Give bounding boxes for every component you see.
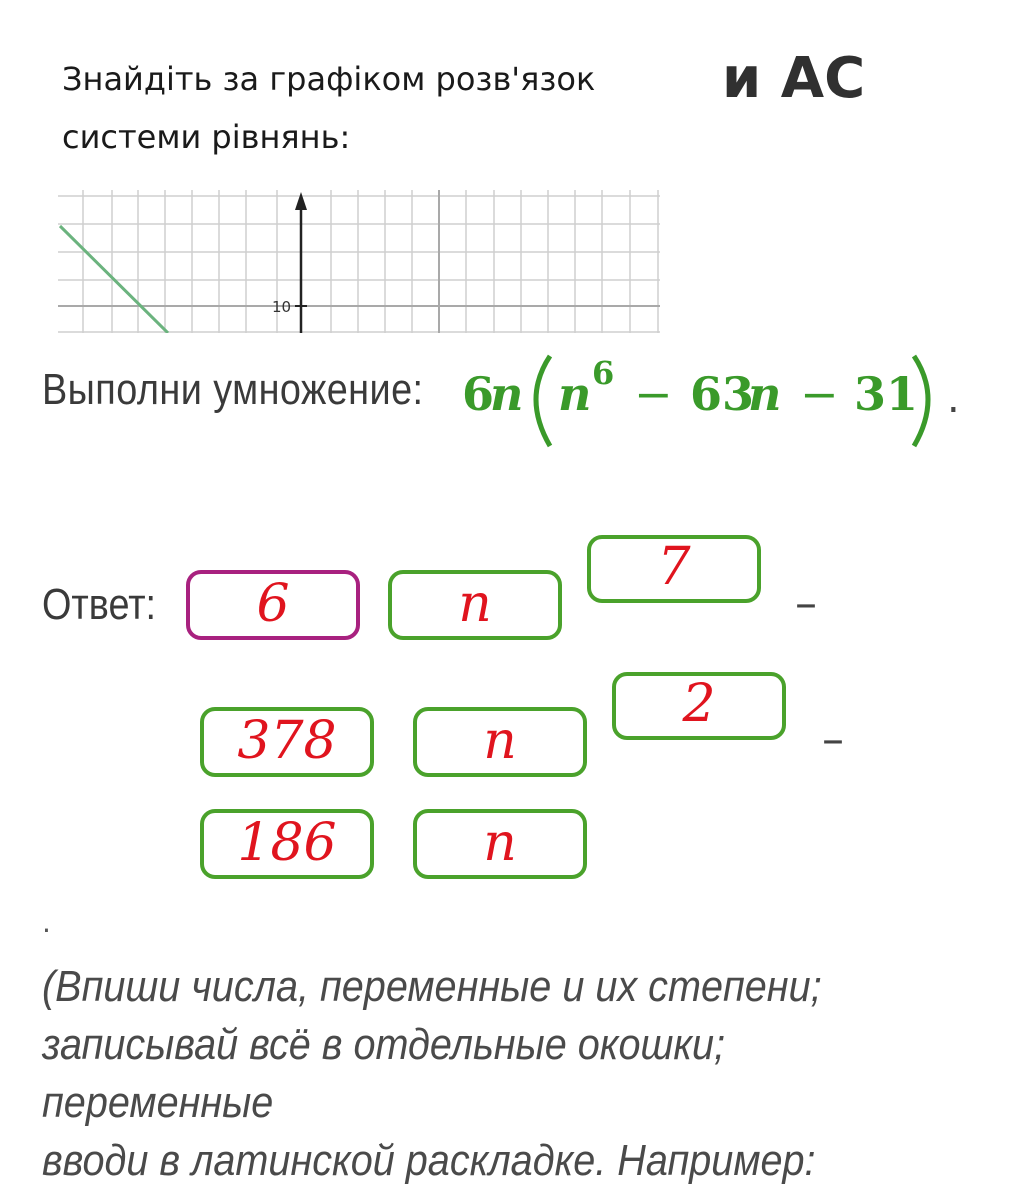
hint-line3: вводи в латинской раскладке. Например: — [42, 1136, 816, 1185]
graph-image — [58, 190, 660, 337]
ua-question-line2: системи рівнянь: — [62, 118, 351, 156]
formula-inner-var: n — [558, 367, 592, 421]
grid-graph — [58, 190, 660, 333]
formula-term2-var: n — [748, 367, 782, 421]
answer-coef-input-1[interactable]: 6 — [186, 570, 360, 640]
formula-coef: 6 — [462, 367, 495, 421]
answer-var-input-3[interactable]: n — [413, 809, 587, 879]
ua-question — [62, 50, 682, 166]
background-text-fragment: и АС — [722, 46, 866, 111]
minus-sign-1: – — [795, 578, 817, 629]
answer-exp-input-2[interactable]: 2 — [612, 672, 786, 740]
formula-op1: − — [634, 367, 673, 421]
formula-inner-exp: 6 — [592, 354, 615, 392]
answer-var-input-2[interactable]: n — [413, 707, 587, 777]
task-label: Выполни умножение: — [42, 365, 424, 414]
answer-label: Ответ: — [42, 580, 157, 629]
hint-line1: (Впиши числа, переменные и их степени; — [42, 962, 822, 1011]
y-axis-arrow — [295, 192, 307, 210]
formula-op2: − — [800, 367, 839, 421]
answer-coef-input-2[interactable]: 378 — [200, 707, 374, 777]
formula-var: n — [490, 367, 524, 421]
answer-exp-input-1[interactable]: 7 — [587, 535, 761, 603]
task-formula — [462, 348, 1002, 462]
minus-sign-2: – — [822, 714, 844, 765]
y-tick-label: 10 — [272, 298, 292, 316]
formula-svg — [462, 348, 1002, 458]
formula-term3: 31 — [854, 367, 919, 421]
formula-left-paren — [536, 356, 550, 446]
ua-question-line1: Знайдіть за графіком розв'язок — [62, 60, 596, 98]
answer-coef-input-3[interactable]: 186 — [200, 809, 374, 879]
hint-text — [42, 958, 924, 1190]
answer-var-input-1[interactable]: n — [388, 570, 562, 640]
formula-end: . — [947, 376, 960, 422]
sentence-dot: . — [42, 906, 51, 939]
hint-line2: записывай всё в отдельные окошки; переменные — [42, 1020, 726, 1127]
formula-term2: 63 — [690, 367, 755, 421]
